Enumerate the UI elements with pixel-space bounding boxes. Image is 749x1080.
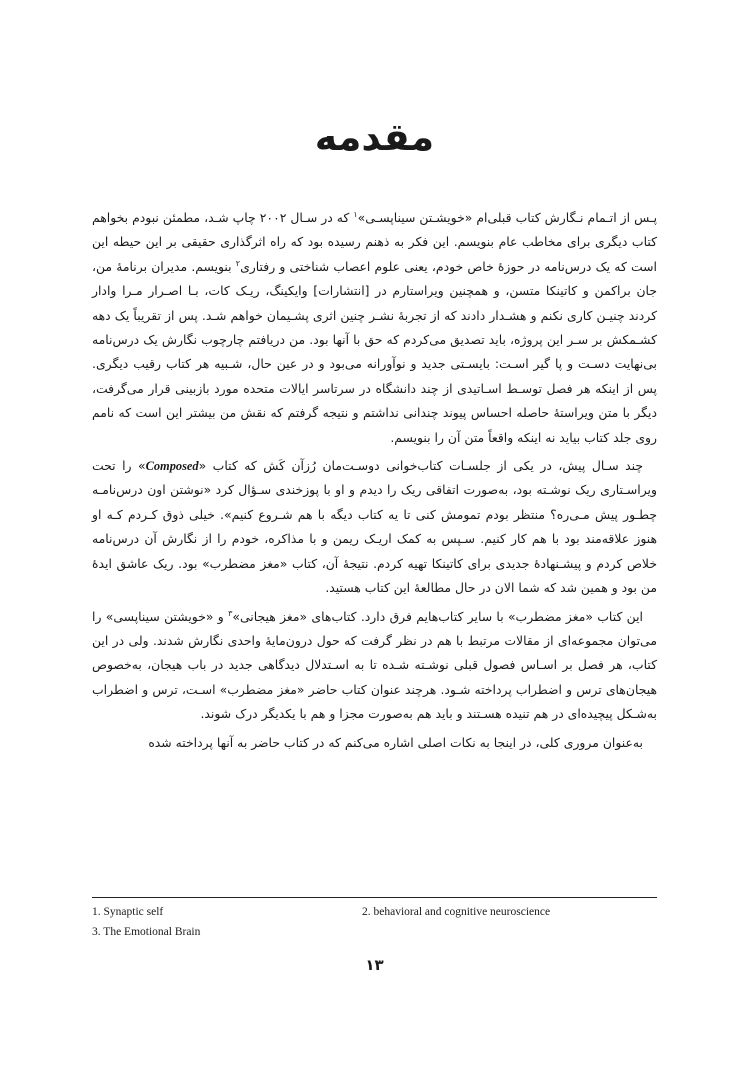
paragraph-text: بنویسم. مدیران برنامۀ من، جان براکمن و کاتینکا متسن، و همچنین ویراستارم در [انتشارات] وایکینگ، ریـک کات، بـا اصـرار مـرا وادار کردند چنیـن کاری نکنم و هشـدار دادند که از تجربۀ نشـر چنین اثری پشـیمان خواهم شـد. پس از تقریباً یک دهه کشـمکش بر سـر این پروژه، باید تصدیق می‌کردم که حق با آنها بود. من دریافتم چارچوب نگارش یک درس‌نامه بی‌نهایت دسـت و پا گیر اسـت: بایسـتی جدید و نوآورانه می‌بود و در عین حال، شـبیه هر کتاب رقیب دیگری. پس از اینکه هر فصل توسـط اسـاتیدی از چند دانشگاه در سرتاسر ایالات متحده مورد بازبینی قرار می‌گرفت، دیگر با متن ویراستۀ حاصله احساس پیوند چندانی نداشتم و نتیجه گرفتم که نقش من بیشتر این است که نامم روی جلد کتاب بیاید نه اینکه واقعاً متن آن را بنویسم.	[92, 258, 657, 445]
paragraph-text: » را تحت ویراسـتاری ریک نوشـته بود، به‌صورت اتفاقی ریک را دیدم و او با پوزخندی سـؤال کرد «نوشتن اون درس‌نامـه چطـور پیش مـی‌ره؟ منتظر بودم تمومش کنی تا یه کتاب دیگه با هم شـروع کنیم». خیلی ذوق کـردم کـه او هنوز علاقه‌مند بود با هم کار کنیم. سـپس به کمک اریـک ریمن و با مذاکره، خودم را از نگارش آن درس‌نامه خلاص کردم و پیشـنهادۀ جدیدی برای کاتینکا تهیه کردم. نتیجۀ آن، کتاب «مغز مضطرب» بود. ریک عاشق ایدۀ من بود و همین شد که شما الان در حال مطالعۀ این کتاب هستید.	[92, 458, 657, 596]
footnote-marker: ۲	[235, 258, 241, 268]
paragraph	[92, 454, 657, 600]
page-title: مقدمه	[314, 115, 435, 159]
body-text	[92, 206, 657, 755]
footnote-2: 2. behavioral and cognitive neuroscience	[362, 906, 551, 918]
paragraph-text: پـس از اتـمام نـگارش کتاب قبلی‌ام «خویشـتن سیناپسـی»	[357, 210, 658, 225]
paragraph-text: که در سـال ۲۰۰۲ چاپ شـد، مطمئن نبودم بخواهم کتاب دیگری برای مخاطب عام بنویسم. این فکر به ذهنم رسیده بود که راه اثرگذاری حقیقی بر این حیطه این است که یک درس‌نامه در حوزۀ خاص خودم، یعنی علوم اعصاب شناختی و رفتاری	[92, 210, 657, 274]
footnote-1: 1. Synaptic self	[92, 906, 164, 918]
footnote-3: 3. The Emotional Brain	[92, 926, 201, 938]
paragraph	[92, 206, 657, 450]
paragraph-text: به‌عنوان مروری کلی، در اینجا به نکات اصلی اشاره می‌کنم که در کتاب حاضر به آنها پرداخته شده	[148, 734, 643, 750]
footnote-row	[92, 922, 657, 942]
paragraph	[92, 731, 657, 755]
footnote-row	[92, 902, 657, 922]
footnote-divider	[92, 897, 657, 898]
paragraph-text: این کتاب «مغز مضطرب» با سایر کتاب‌هایم فرق دارد. کتاب‌های «مغز هیجانی»	[232, 608, 643, 624]
english-book-title: Composed	[145, 459, 199, 474]
page-number: ۱۳	[365, 956, 384, 974]
footnotes	[92, 902, 657, 942]
paragraph	[92, 605, 657, 727]
footnote-marker: ۳	[228, 608, 233, 618]
paragraph-text: و «خویشتن سیناپسی» را می‌توان مجموعه‌ای از مقالات مرتبط با هم در نظر گرفت که حول درون‌مایۀ واحدی نگارش شدند. ولی در این کتاب، هر فصل بر اسـاس فصول قبلی نوشـته شـده تا به اسـتدلال دیدگاهی جدید در باب هیجان، به‌خصوص هیجان‌های ترس و اضطراب پرداخته شـود. هرچند عنوان کتاب حاضر «مغز مضطرب» اسـت، ترس و اضطراب به‌شـکل پیچیده‌ای در هم تنیده هسـتند و باید هم به‌صورت مجزا و هم با یکدیگر درک شوند.	[92, 608, 657, 722]
footnote-marker: ۱	[353, 209, 358, 219]
paragraph-text: چند سـال پیش، در یکی از جلسـات کتاب‌خوانی دوسـت‌مان رُزآن کَش که کتاب «	[198, 458, 643, 474]
